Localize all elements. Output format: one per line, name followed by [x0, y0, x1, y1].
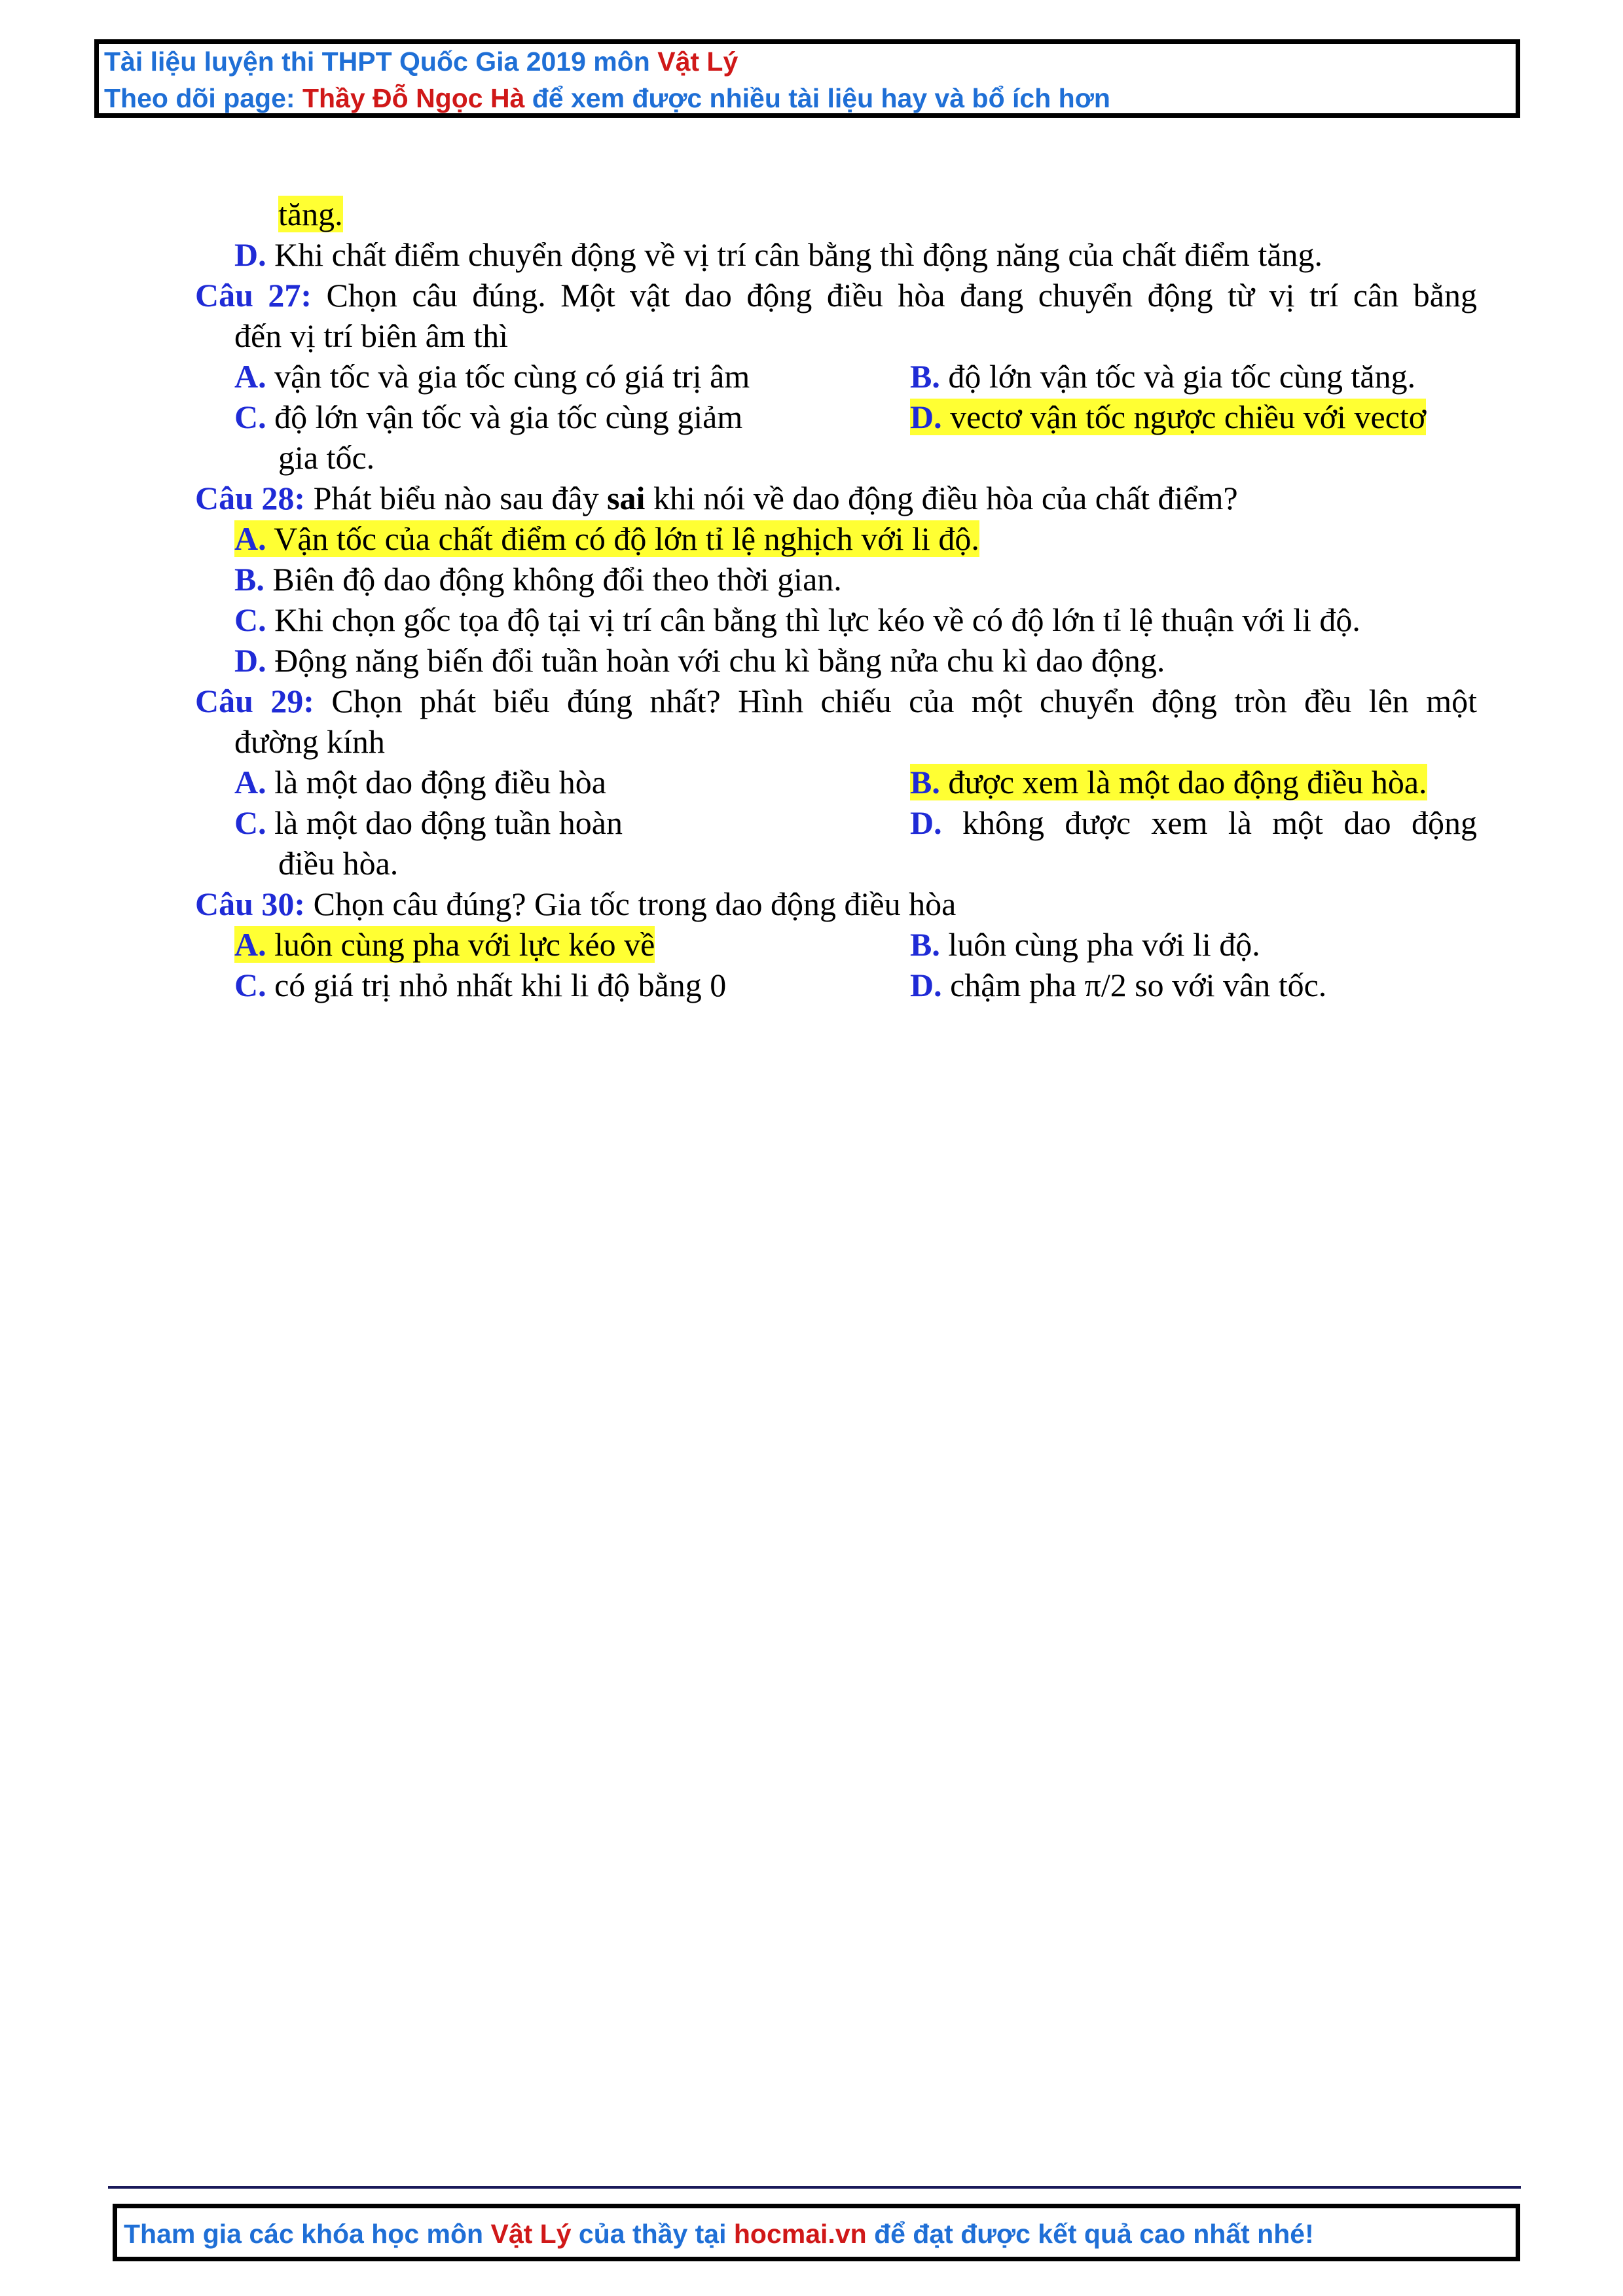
q29-stem-line-1: Câu 29: Chọn phát biểu đúng nhất? Hình chiếu của một chuyển động tròn đều lên một: [195, 683, 1477, 719]
prev-option-d: D. Khi chất điểm chuyển động về vị trí cân bằng thì động năng của chất điểm tăng.: [234, 236, 1323, 273]
q27-option-d[interactable]: D. vectơ vận tốc ngược chiều với vectơ: [910, 399, 1427, 435]
q29-option-a[interactable]: A. là một dao động điều hòa: [234, 764, 606, 800]
q30-option-b[interactable]: B. luôn cùng pha với li độ.: [910, 926, 1260, 963]
q29-option-d-cont: điều hòa.: [278, 845, 399, 882]
q27-option-d-cont: gia tốc.: [278, 439, 375, 476]
header-title: Tài liệu luyện thi THPT Quốc Gia 2019 môn: [104, 46, 658, 77]
q30-option-c[interactable]: C. có giá trị nhỏ nhất khi li độ bằng 0: [234, 967, 727, 1003]
q27-option-b[interactable]: B. độ lớn vận tốc và gia tốc cùng tăng.: [910, 358, 1416, 395]
q29-label: Câu 29:: [195, 683, 314, 719]
page-header: [94, 39, 1520, 118]
header-teacher-link[interactable]: Thầy Đỗ Ngọc Hà: [302, 83, 525, 113]
q28-label: Câu 28:: [195, 480, 306, 516]
q27-stem-line-2: đến vị trí biên âm thì: [234, 317, 508, 354]
footer-hocmai-link[interactable]: hocmai.vn: [733, 2219, 867, 2249]
header-follow-label: Theo dõi page:: [104, 83, 302, 113]
q28-stem: Câu 28: Phát biểu nào sau đây sai khi nói về dao động điều hòa của chất điểm?: [195, 480, 1238, 516]
footer-divider: [108, 2186, 1521, 2189]
q28-option-a[interactable]: A. Vận tốc của chất điểm có độ lớn tỉ lệ nghịch với li độ.: [234, 520, 979, 557]
header-subject: Vật Lý: [657, 46, 739, 77]
header-follow-text: để xem được nhiều tài liệu hay và bổ ích hơn: [524, 83, 1110, 113]
q30-stem: Câu 30: Chọn câu đúng? Gia tốc trong dao động điều hòa: [195, 886, 957, 922]
q29-option-c[interactable]: C. là một dao động tuần hoàn: [234, 804, 623, 841]
q28-option-b[interactable]: B. Biên độ dao động không đổi theo thời gian.: [234, 561, 842, 598]
prev-option-cont: tăng.: [278, 196, 343, 232]
q28-option-c[interactable]: C. Khi chọn gốc tọa độ tại vị trí cân bằng thì lực kéo về có độ lớn tỉ lệ thuận với li độ.: [234, 601, 1360, 638]
q27-option-a[interactable]: A. vận tốc và gia tốc cùng có giá trị âm: [234, 358, 750, 395]
q29-stem-line-2: đường kính: [234, 723, 385, 760]
q28-option-d[interactable]: D. Động năng biến đổi tuần hoàn với chu kì bằng nửa chu kì dao động.: [234, 642, 1165, 679]
footer-text: Tham gia các khóa học môn Vật Lý của thầy tại hocmai.vn để đạt được kết quả cao nhất nhé!: [124, 2219, 1314, 2249]
q27-label: Câu 27:: [195, 277, 312, 314]
page-footer: [113, 2204, 1520, 2261]
header-line-2: [104, 83, 1110, 114]
q30-label: Câu 30:: [195, 886, 306, 922]
q30-option-a[interactable]: A. luôn cùng pha với lực kéo về: [234, 926, 655, 963]
q30-option-d[interactable]: D. chậm pha π/2 so với vân tốc.: [910, 967, 1327, 1003]
q29-option-b[interactable]: B. được xem là một dao động điều hòa.: [910, 764, 1427, 800]
q27-stem-line-1: Câu 27: Chọn câu đúng. Một vật dao động điều hòa đang chuyển động từ vị trí cân bằng: [195, 277, 1477, 314]
header-line-1: [104, 46, 738, 77]
q29-option-d[interactable]: D. không được xem là một dao động: [910, 804, 1477, 841]
q27-option-c[interactable]: C. độ lớn vận tốc và gia tốc cùng giảm: [234, 399, 743, 435]
